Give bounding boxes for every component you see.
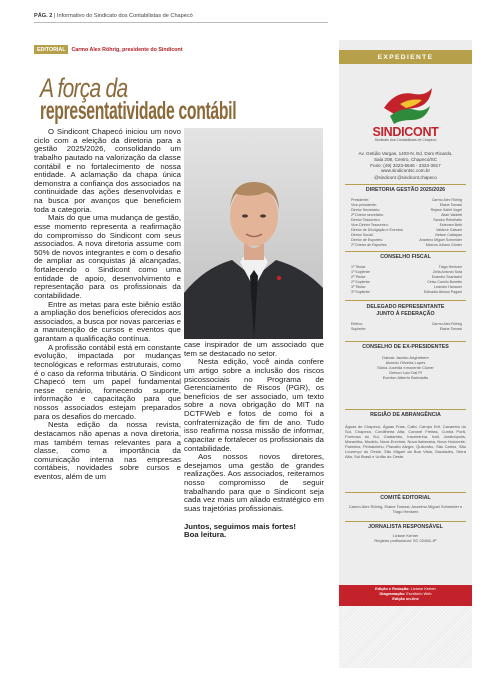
page-header	[34, 13, 193, 19]
section-tag: EDITORIAL	[34, 45, 68, 54]
roster-row	[351, 327, 462, 332]
member-name: Carmo Alex Röhrig	[431, 322, 462, 326]
address-line: Sala 208, Centro, Chapecó/SC	[373, 156, 438, 162]
publication-name: Informativo do Sindicato dos Contabilistas de Chapecó	[56, 13, 193, 19]
diretoria-title: DIRETORIA GESTÃO 2025/2026	[365, 187, 446, 193]
role: Diretor Tesoureiro:	[351, 218, 381, 223]
jornalista-registration: Registro profissional: SC 02408-JP	[374, 538, 437, 543]
regiao-text: Águas de Chapecó, Águas Frias, Caibi, Campo Erê, Caxambu do Sul, Chapecó, Cordilheira Alta, Coronel Freitas, Cunha Porã, Formosa do Sul, Guatambu, Iraceminha, Irati, Jardinópolis, Maravilha, Modelo, Nova Erechim, Nova Itaberaba, Nova Horizonte, Palmitos, Pinhalzinho, Planalto Alegre, Quilombo, São Carlos, São Lourenço do Oeste, São Miguel da Boa Vista, Saudades, Serra Alta, Sul Brasil e União do Oeste.	[345, 424, 466, 460]
paragraph: Aos nossos novos diretores, desejamos uma gestão de grandes realizações. Aos associados, reiteramos nosso compromisso de seguir trabalhando para que o Sindicont seja cada vez mais um aliado estratégico em suas trajetórias profissionais.	[184, 452, 324, 513]
article-title-line1: A força da	[40, 73, 128, 103]
member-name: Edivaldo Afonso Pagani	[424, 290, 462, 295]
role: 2º Suplente:	[351, 280, 371, 285]
delegado-list	[351, 322, 462, 332]
expediente-header: EXPEDIENTE	[339, 50, 472, 64]
role: Diretor Secretário:	[351, 208, 381, 213]
role: Vice-Diretor Tesoureiro:	[351, 223, 389, 228]
credits-box	[339, 585, 472, 606]
roster-row	[351, 290, 462, 295]
portrait-image	[184, 128, 323, 339]
phone: Fone: (49) 3323-5646 - 3323-3817	[370, 162, 441, 168]
delegado-title-line1: DELEGADO REPRESENTANTE	[366, 304, 445, 310]
member-name: Alcindo Oliveira Lopes	[385, 360, 426, 365]
credit-label: Edição on-line	[392, 596, 419, 602]
header-divider	[34, 22, 328, 23]
role: Efetivo:	[351, 322, 363, 326]
member-name: Valdecir Galvani	[436, 228, 462, 233]
credit-value: Liziane Kerber	[410, 586, 436, 591]
delegado-title-line2: JUNTO À FEDERAÇÃO	[376, 311, 435, 317]
role: 2º Diretor de Esportes:	[351, 243, 388, 248]
comite-title: COMITÊ EDITORIAL	[380, 495, 431, 501]
member-name: Sandro Rebellatto	[433, 218, 462, 223]
role: Suplente:	[351, 327, 367, 332]
credit-value: Escritório Web	[406, 591, 432, 597]
member-name: Marcos Juliano Günter	[425, 243, 462, 248]
member-name: Zelia Antonio Sota	[432, 270, 462, 275]
website-link[interactable]: www.sindicontsc.com.br	[380, 168, 430, 174]
member-name: Rejane Sallet Vogel	[430, 208, 462, 213]
paragraph: Mais do que uma mudança de gestão, esse momento representa a reafirmação do compromisso do Sindicont com seus associados. A nova diretoria assume com 50% de novos integrantes e com o desafio de ampliar as conquistas já alcançadas, fortalecendo o Sindicont como uma entidade de apoio, desenvolvimento e representação para os profissionais da contabilidade.	[34, 213, 181, 300]
logo-subtitle: Sindicato dos Contabilistas de Chapecó	[374, 138, 437, 142]
role: 2º Titular:	[351, 275, 367, 280]
paragraph: O Sindicont Chapecó iniciou um novo ciclo com a eleição da diretoria para a gestão 2025/2026, consolidando um trabalho pautado na valorização da classe contábil e no fortalecimento de nossa entidade. A aclamação da chapa única demonstra a confiança dos associados na continuidade das ações desenvolvidas e na busca por avanços que beneficiem toda a categoria.	[34, 127, 181, 214]
section-divider	[345, 300, 466, 301]
section-divider	[345, 492, 466, 493]
section-divider	[345, 184, 466, 185]
diretoria-list	[351, 198, 462, 248]
conselho-fiscal-title: CONSELHO FISCAL	[380, 254, 431, 260]
ex-presidentes-title: CONSELHO DE EX-PRESIDENTES	[362, 344, 449, 350]
jornalista-title: JORNALISTA RESPONSÁVEL	[368, 524, 443, 530]
member-name: Carmo Alex Röhrig	[431, 198, 462, 202]
page-number: PÁG. 2	[34, 13, 53, 19]
role: 3º Titular:	[351, 285, 367, 290]
paragraph-continuation: case inspirador de um associado que tem se destacado no setor.	[184, 340, 324, 358]
closing-line-1: Juntos, seguimos mais fortes!	[184, 521, 296, 531]
sindicont-logo-icon	[380, 84, 436, 128]
role: Diretor Social:	[351, 233, 374, 238]
role: 1º Suplente:	[351, 270, 371, 275]
president-photo	[184, 128, 323, 339]
jornalista-info	[345, 533, 466, 543]
member-name: Elaine Tomasi	[439, 327, 462, 332]
member-name: Anselmo Miguel Schneider	[419, 238, 462, 243]
member-name: Gelson Luiz Dal Pi	[389, 370, 422, 375]
member-name: Tiago Hentzen	[438, 265, 462, 269]
section-bar	[34, 45, 183, 54]
role: 2º Diretor secretário:	[351, 213, 384, 218]
member-name: Altair Valdetti	[441, 213, 462, 218]
comite-members: Carmo Alex Röhrig, Elaine Tomasi, Anselmo Miguel Schneider e Tiago Hentzen	[348, 504, 463, 514]
member-name: Everton Alberto Bortolotto	[382, 375, 429, 380]
member-name: Nelson Cattapan	[435, 233, 462, 238]
member-name: Evandro Scartazini	[431, 275, 462, 280]
social-handles[interactable]: @sindicont @sindicont.chapeco	[374, 175, 437, 180]
ex-presidentes-list	[345, 355, 466, 380]
paragraph: Nesta edição da nossa revista, destacamos não apenas a nova diretoria, mas também temas relevantes para a classe, como a importância da comunicação interna nas empresas contábeis, novidades sobre cursos e eventos, além de um	[34, 420, 181, 481]
address-line: Av. Getúlio Vargas, 1403-N, Ed. Dom Ricardo,	[358, 151, 453, 156]
logo-wordmark: SINDICONT	[372, 125, 439, 139]
member-name: Leandro Hanauer	[434, 285, 462, 290]
byline: Carmo Alex Röhrig, presidente do Sindicont	[71, 46, 183, 53]
paragraph: Entre as metas para este biênio estão a ampliação dos benefícios oferecidos aos associados, a busca por novas parcerias e a manutenção de cursos e eventos que garantam a qualificação contínua.	[34, 299, 181, 343]
decorative-stripes	[339, 606, 472, 668]
member-name: Dalvair Jacinto Anghebem	[382, 355, 429, 360]
member-name: Elaine Tomasi	[439, 203, 462, 208]
role: Diretor de Divulgação e Eventos:	[351, 228, 404, 233]
member-name: Estevam Beth	[439, 223, 462, 228]
credit-label: Diagramação:	[379, 591, 406, 597]
contact-block	[345, 151, 466, 174]
credit-line	[339, 596, 472, 601]
role: Presidente:	[351, 198, 370, 202]
paragraph: Nesta edição, você ainda confere um artigo sobre a inclusão dos riscos psicossociais no Programa de Gerenciamento de Riscos (PGR), os benefícios de ser associado, um texto sobre a nova obrigação do MIT na DCTFWeb e fotos de como foi a confraternização de fim de ano. Tudo isso reafirma nossa missão de informar, capacitar e fortalecer os profissionais da contabilidade.	[184, 357, 324, 453]
conselho-fiscal-list	[351, 265, 462, 295]
section-divider	[345, 409, 466, 410]
role: Vice-presidente:	[351, 203, 377, 208]
section-divider	[345, 521, 466, 522]
article-column-2	[184, 341, 324, 540]
role: 3º Suplente:	[351, 290, 371, 295]
header-separator: |	[52, 13, 57, 19]
section-divider	[345, 251, 466, 252]
section-divider	[345, 341, 466, 342]
article-column-1	[34, 128, 181, 482]
credit-label: Edição e Redação:	[375, 586, 410, 591]
article-title-line2: representatividade contábil	[40, 97, 237, 125]
paragraph: A profissão contábil está em constante evolução, impactada por mudanças tecnológicas e reformas estruturais, como é o caso da reforma tributária. O Sindicont Chapecó tem um papel fundamental nesse cenário, fornecendo suporte, informação e capacitação para que nossos associados estejam preparados para os desafios do mercado.	[34, 342, 181, 421]
jornalista-name: Liziane Kerber	[392, 533, 419, 538]
closing-line-2: Boa leitura.	[184, 530, 227, 540]
role: Diretor de Esportes:	[351, 238, 383, 243]
regiao-title: REGIÃO DE ABRANGÊNCIA	[370, 412, 441, 418]
member-name: Sônia Jucelda Innocente Cluner	[377, 365, 434, 370]
roster-row	[351, 243, 462, 248]
role: 1º Titular:	[351, 265, 367, 269]
member-name: Celso Camilo Bonetto	[427, 280, 462, 285]
